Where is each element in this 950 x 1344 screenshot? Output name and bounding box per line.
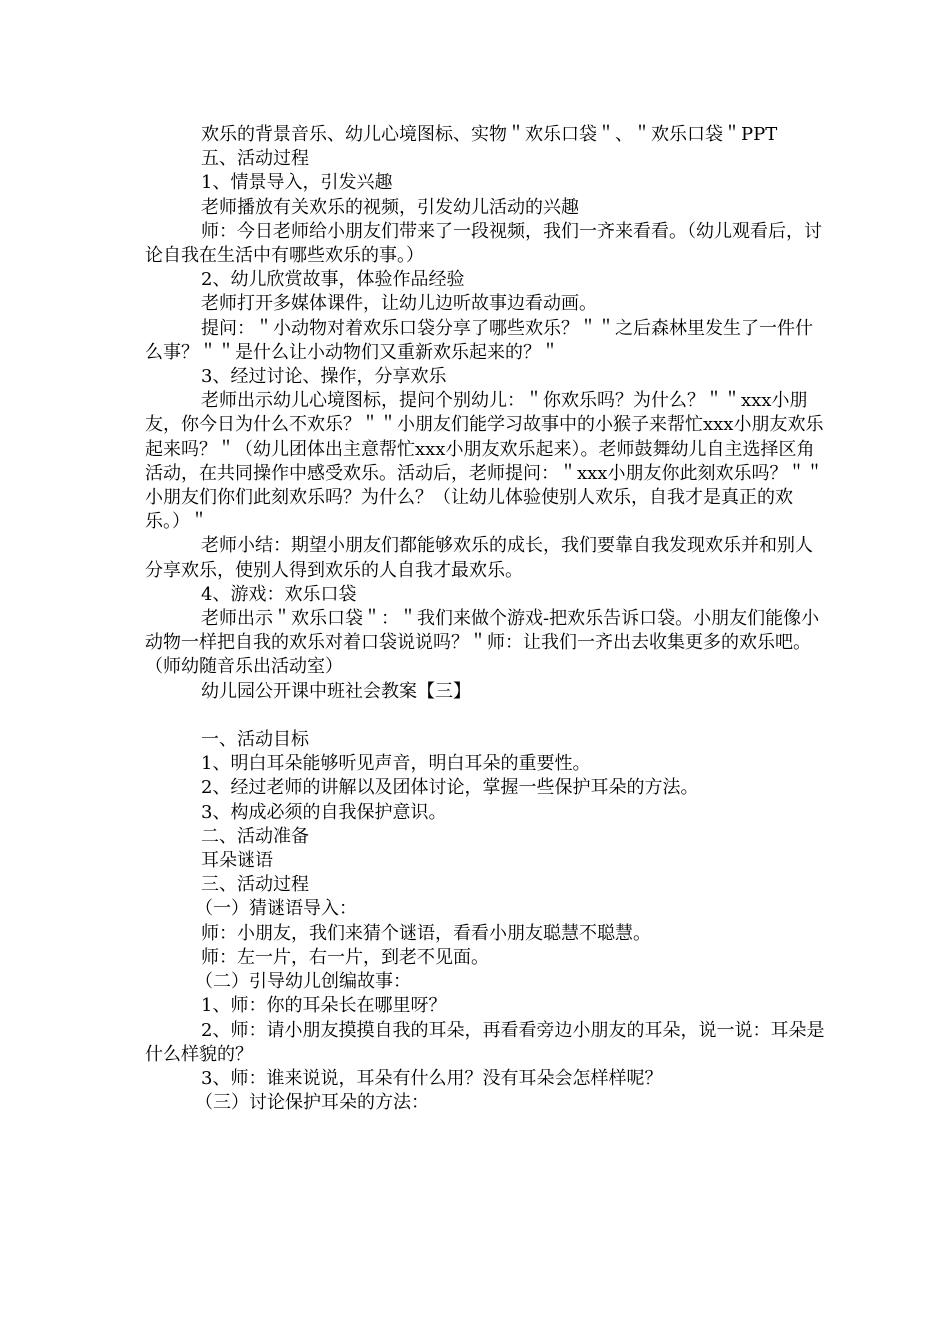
paragraph: 老师播放有关欢乐的视频，引发幼儿活动的兴趣 <box>201 196 579 218</box>
paragraph: 师：小朋友，我们来猜个谜语，看看小朋友聪慧不聪慧。 <box>201 922 651 944</box>
sub-heading-protect-ears: （三）讨论保护耳朵的方法： <box>195 1092 429 1114</box>
step-heading-3: 3、经过讨论、操作，分享欢乐 <box>201 366 447 388</box>
section-heading-activity-goals: 一、活动目标 <box>201 729 309 751</box>
list-item: 3、构成必须的自我保护意识。 <box>201 801 447 823</box>
step-heading-2: 2、幼儿欣赏故事，体验作品经验 <box>201 269 465 291</box>
paragraph: 师：今日老师给小朋友们带来了一段视频，我们一齐来看看。（幼儿观看后，讨论自我在生活中有哪些欢乐的事。） <box>145 220 822 267</box>
document-body <box>145 123 825 1115</box>
section-heading-activity-process: 五、活动过程 <box>201 148 309 170</box>
step-heading-1: 1、情景导入，引发兴趣 <box>201 172 393 194</box>
paragraph: 耳朵谜语 <box>201 850 273 872</box>
list-item: 2、经过老师的讲解以及团体讨论，掌握一些保护耳朵的方法。 <box>201 777 699 799</box>
list-item: 1、师：你的耳朵长在哪里呀？ <box>201 995 447 1017</box>
paragraph: 老师出示幼儿心境图标，提问个别幼儿：＂你欢乐吗？为什么？＂＂xxx小朋友，你今日为什么不欢乐？＂＂小朋友们能学习故事中的小猴子来帮忙xxx小朋友欢乐起来吗？＂（幼儿团体出主意帮忙xxx小朋友欢乐起来）。老师鼓舞幼儿自主选择区角活动，在共同操作中感受欢乐。活动后，老师提问：＂xxx小朋友你此刻欢乐吗？＂＂小朋友们你们此刻欢乐吗？为什么？（让幼儿体验使别人欢乐，自我才是真正的欢乐。）＂ <box>145 390 824 533</box>
lesson-title-three: 幼儿园公开课中班社会教案【三】 <box>201 680 471 702</box>
step-heading-4: 4、游戏：欢乐口袋 <box>201 583 357 605</box>
section-heading-activity-preparation: 二、活动准备 <box>201 825 309 847</box>
list-item: 3、师：谁来说说，耳朵有什么用？没有耳朵会怎样样呢？ <box>201 1067 663 1089</box>
paragraph: 老师出示＂欢乐口袋＂：＂我们来做个游戏-把欢乐告诉口袋。小朋友们能像小动物一样把自我的欢乐对着口袋说说吗？＂师：让我们一齐出去收集更多的欢乐吧。（师幼随音乐出活动室） <box>145 608 820 678</box>
paragraph: 老师打开多媒体课件，让幼儿边听故事边看动画。 <box>201 293 597 315</box>
sub-heading-story: （二）引导幼儿创编故事： <box>195 971 411 993</box>
list-item: 1、明白耳朵能够听见声音，明白耳朵的重要性。 <box>201 753 591 775</box>
blank-line <box>145 704 825 728</box>
paragraph-summary: 老师小结：期望小朋友们都能够欢乐的成长，我们要靠自我发现欢乐并和别人分享欢乐，使别人得到欢乐的人自我才最欢乐。 <box>145 535 813 581</box>
paragraph: 师：左一片，右一片，到老不见面。 <box>201 946 489 968</box>
list-item: 2、师：请小朋友摸摸自我的耳朵，再看看旁边小朋友的耳朵，说一说：耳朵是什么样貌的？ <box>145 1019 825 1065</box>
sub-heading-riddle: （一）猜谜语导入： <box>195 898 357 920</box>
section-heading-activity-process-2: 三、活动过程 <box>201 874 309 896</box>
paragraph-questions: 提问：＂小动物对着欢乐口袋分享了哪些欢乐？＂＂之后森林里发生了一件什么事？＂＂是什么让小动物们又重新欢乐起来的？＂ <box>145 317 813 363</box>
paragraph-materials: 欢乐的背景音乐、幼儿心境图标、实物＂欢乐口袋＂、＂欢乐口袋＂PPT <box>201 124 778 145</box>
